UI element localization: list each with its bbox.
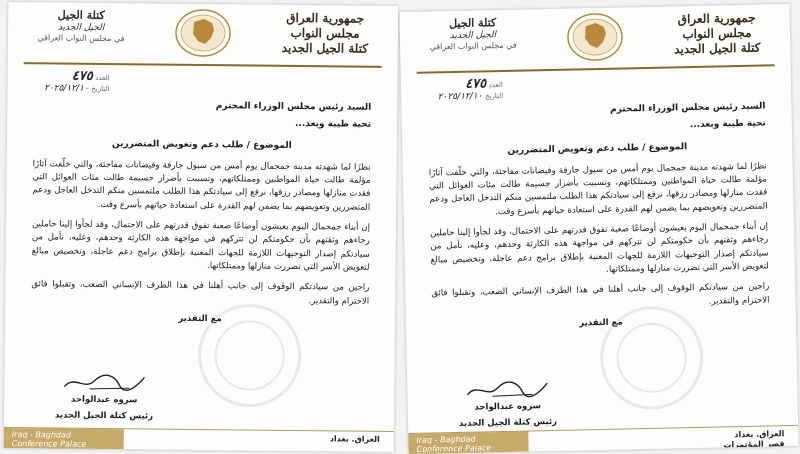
footer-address-line1: العراق. بغداد (734, 429, 785, 440)
paragraph-3: راجين من سيادتكم الوقوف إلى جانب أهلنا في هذا الظرف الإنساني الصعب، وتقبلوا فائق الاحترام والتقدير. (431, 281, 770, 307)
signatory-title: رئيس كتلة الجيل الجديد (458, 416, 558, 429)
ref-number: ٤٧٥ (465, 76, 487, 92)
footer-english-address (4, 428, 124, 449)
header-republic: جمهورية العراق (286, 10, 365, 26)
signatory-name: سروه عبدالواحد (70, 394, 138, 406)
signature-block (44, 370, 165, 421)
header-left-sub: الجيل الجديد (449, 29, 497, 41)
footer-address-line1: العراق. بغداد (329, 434, 380, 444)
handwritten-signature-icon (462, 377, 552, 401)
official-stamp-icon (194, 300, 305, 411)
ref-date-label: التاريخ (91, 84, 110, 94)
signatory-name: سروه عبدالواحد (474, 401, 542, 413)
subject-line: الموضوع / طلب دعم وتعويض المتضررين (507, 142, 688, 156)
reference-block (29, 68, 109, 94)
paragraph-2: إن أبناء جمجمال اليوم يعيشون أوضاعًا صعبة تفوق قدرتهم على الاحتمال، وقد لجأوا إلينا حاملين رجاءهم وثقتهم بأن حكومتكم لن تتركهم في مواجهة هذه الكارثة وحدهم، وعليه، نأمل من سيادتكم إصدار التوجيهات اللازمة للجهات المعنية بإطلاق برامج دعم عاجلة، وتخصيص مبالغ لتعويض الأسر التي تضررت منازلها وممتلكاتها. (429, 221, 769, 275)
header-left-sub2: في مجلس النواب العراقي (37, 33, 125, 44)
official-stamp-icon (596, 302, 708, 414)
header-bloc: كتلة الجيل الجديد (281, 40, 369, 56)
addressee: السيد رئيس مجلس الوزراء المحترم (609, 101, 766, 115)
paragraph-2: إن أبناء جمجمال اليوم يعيشون أوضاعًا صعبة تفوق قدرتهم على الاحتمال، وقد لجأوا إلينا حاملين رجاءهم وثقتهم بأن حكومتكم لن تتركهم في مواجهة هذه الكارثة وحدهم، وعليه، نأمل من سيادتكم إصدار التوجيهات اللازمة للجهات المعنية بإطلاق برامج دعم عاجلة، وتخصيص مبالغ لتعويض الأسر التي تضررت منازلها وممتلكاتها. (31, 219, 371, 273)
ref-number-label: العدد (95, 73, 110, 83)
ref-date: ٢٠٢٥/١٢/١٠ (43, 83, 89, 94)
header-left-sub2: في مجلس النواب العراقي (429, 40, 517, 52)
handwritten-signature-icon (59, 371, 149, 394)
header-bloc-logo-text (418, 15, 529, 52)
signatory-title: رئيس كتلة الجيل الجديد (54, 410, 154, 422)
footer-address-line2: قصر المؤتمرات (723, 438, 785, 450)
signature-block (447, 377, 568, 430)
iraq-map-emblem-icon (174, 8, 233, 59)
header-bloc-logo-text (26, 8, 136, 44)
addressee: السيد رئيس مجلس الوزراء المحترم (215, 101, 372, 113)
footer-english-line1: Iraq - Baghdad (11, 430, 72, 440)
closing: مع التقدير (178, 313, 222, 325)
letterhead-footer (4, 427, 394, 452)
letter-page-right (399, 4, 798, 454)
footer-address (330, 434, 380, 444)
greeting: تحية طيبة وبعد... (294, 118, 372, 130)
footer-english-line2: Conference Palace (11, 438, 87, 449)
ref-date-label: التاريخ (484, 91, 504, 101)
header-council: مجلس النواب (682, 25, 752, 42)
paragraph-1: نظرًا لما شهدته مدينة جمجمال يوم أمس من سيول جارفة وفيضانات مفاجئة، والتي خلّفت آثارًا مؤلمة طالت حياة المواطنين وممتلكاتهم، وتسببت بأضرار جسيمة طالت مئات العوائل التي فقدت منازلها ومصادر رزقها، نرفع إلى سيادتكم هذا الطلب ملتمسين منكم التدخل العاجل ودعم المتضررين وتعويضهم بما يضمن لهم القدرة على استعادة حياتهم بأسرع وقت. (32, 159, 371, 213)
footer-english-address (408, 432, 528, 454)
header-divider (417, 64, 775, 73)
ref-date: ٢٠٢٥/١٢/١٠ (437, 91, 483, 103)
ref-number: ٤٧٥ (71, 68, 93, 84)
letter-body (427, 100, 770, 333)
header-bloc: كتلة الجيل الجديد (673, 40, 761, 57)
header-left-title: كتلة الجيل (448, 16, 497, 31)
header-institution (270, 11, 380, 57)
header-council: مجلس النواب (290, 25, 360, 41)
iraq-map-emblem-icon (565, 11, 624, 62)
header-institution (661, 10, 772, 57)
reference-block (423, 76, 504, 103)
letter-page-left (4, 2, 399, 452)
ref-number-label: العدد (488, 80, 504, 90)
footer-english-line1: Iraq - Baghdad (416, 434, 476, 445)
header-left-sub: الجيل الجديد (57, 22, 105, 33)
footer-address (723, 429, 785, 449)
subject-line: الموضوع / طلب دعم وتعويض المتضررين (111, 138, 292, 151)
header-republic: جمهورية العراق (677, 10, 756, 27)
header-divider (24, 62, 382, 68)
paragraph-1: نظرًا لما شهدته مدينة جمجمال يوم أمس من سيول جارفة وفيضانات مفاجئة، والتي خلّفت آثارًا مؤلمة طالت حياة المواطنين وممتلكاتهم، وتسببت بأضرار جسيمة طالت مئات العوائل التي فقدت منازلها ومصادر رزقها، نرفع إلى سيادتكم هذا الطلب ملتمسين منكم التدخل العاجل ودعم المتضررين وتعويضهم بما يضمن لهم القدرة على استعادة حياتهم بأسرع وقت. (428, 161, 768, 217)
header-left-title: كتلة الجيل (57, 8, 105, 22)
greeting: تحية طيبة وبعد... (689, 118, 766, 131)
footer-english-line2: Conference Palace (416, 443, 492, 454)
paragraph-3: راجين من سيادتكم الوقوف إلى جانب أهلنا في هذا الظرف الإنساني الصعب، وتقبلوا فائق الاحترام والتقدير. (31, 279, 370, 307)
closing: مع التقدير (579, 317, 623, 329)
letter-body (31, 98, 371, 328)
